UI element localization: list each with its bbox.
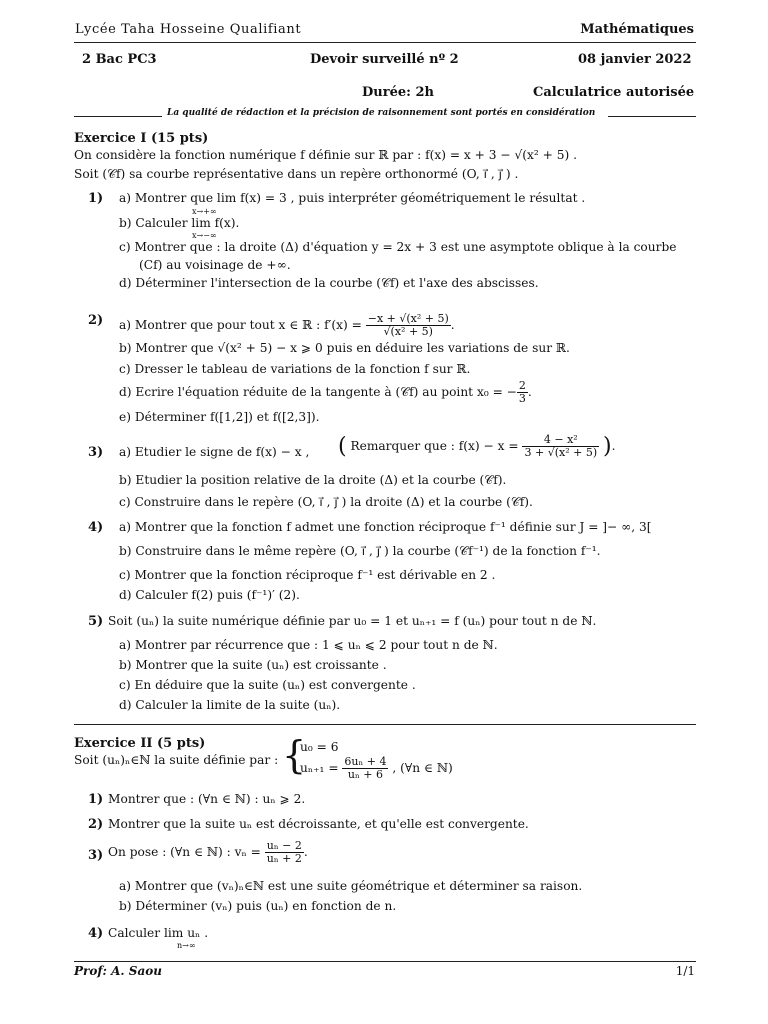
ex2-q3-numerator: uₙ − 2 [266, 839, 302, 852]
q3-b: b) Etudier la position relative de la droite (Δ) et la courbe (𝒞f). [119, 473, 507, 487]
q2-a-fraction [366, 313, 451, 338]
q1-a: a) Montrer que lim f(x) = 3 , puis interpréter géométriquement le résultat . [119, 191, 586, 205]
q1-b-limit-sub: x→−∞ [192, 231, 217, 240]
exercise-1-intro-2: Soit (𝒞f) sa courbe représentative dans un repère orthonormé (O, i⃗ , j⃗ ) . [74, 167, 519, 181]
footer-prof: Prof: A. Saou [74, 964, 162, 978]
exam-title: Devoir surveillé nº 2 [310, 52, 459, 67]
ex2-q4: Calculer lim uₙ . [108, 926, 209, 940]
q3-a-numerator: 4 − x² [522, 434, 599, 447]
q3-a-remark-text: Remarquer que : f(x) − x = [350, 439, 519, 454]
ex2-q4-number: 4) [88, 926, 104, 941]
ex2-q3-text: On pose : (∀n ∈ ℕ) : vₙ = [108, 845, 261, 860]
subject: Mathématiques [580, 22, 694, 37]
q3-number: 3) [88, 445, 104, 460]
ex2-q3-fraction [265, 840, 304, 865]
ex2-q3-number: 3) [88, 848, 104, 863]
q1-d: d) Déterminer l'intersection de la courbe (𝒞f) et l'axe des abscisses. [119, 276, 539, 290]
q5-d: d) Calculer la limite de la suite (uₙ). [119, 698, 341, 712]
open-paren: ( [338, 434, 347, 460]
q4-a: a) Montrer que la fonction f admet une fonction réciproque f⁻¹ définie sur J = ]− ∞, 3[ [119, 520, 652, 534]
q2-d-text: d) Ecrire l'équation réduite de la tangente à (𝒞f) au point x₀ = − [119, 385, 517, 400]
q2-a-text: a) Montrer que pour tout x ∈ ℝ : f′(x) = [119, 318, 362, 333]
q1-c-line-1: c) Montrer que : la droite (Δ) d'équation y = 2x + 3 est une asymptote oblique à la courbe [119, 240, 677, 254]
q1-c-line-2: (Cf) au voisinage de +∞. [139, 258, 291, 272]
exercise-2-intro: Soit (uₙ)ₙ∈ℕ la suite définie par : [74, 753, 279, 767]
system-line-2 [300, 756, 453, 781]
ex2-q1-number: 1) [88, 792, 104, 807]
ex2-q4-limit-sub: n→∞ [177, 941, 196, 950]
exercise-2-title: Exercice II (5 pts) [74, 736, 206, 751]
exercise-1-title: Exercice I (15 pts) [74, 131, 209, 146]
class-label: 2 Bac PC3 [82, 52, 157, 67]
q4-number: 4) [88, 520, 104, 535]
note-rule-right [608, 116, 696, 117]
system-line-2-lhs: uₙ₊₁ = [300, 761, 339, 776]
q3-a-fraction [522, 434, 599, 459]
q2-d-fraction [517, 380, 528, 405]
system-fraction [342, 756, 388, 781]
ex2-q3-denominator: uₙ + 2 [266, 852, 302, 866]
q1-number: 1) [88, 191, 104, 206]
q2-a-denominator: √(x² + 5) [383, 325, 433, 339]
q4-d: d) Calculer f(2) puis (f⁻¹)′ (2). [119, 588, 300, 602]
q3-a: a) Etudier le signe de f(x) − x , [119, 445, 310, 459]
q3-a-denominator: 3 + √(x² + 5) [524, 446, 598, 460]
note-rule-left [74, 116, 162, 117]
q1-b: b) Calculer lim f(x). [119, 216, 240, 230]
ex2-q3-b: b) Déterminer (vₙ) puis (uₙ) en fonction de n. [119, 899, 397, 913]
q5-b: b) Montrer que la suite (uₙ) est croissante . [119, 658, 387, 672]
q5-number: 5) [88, 614, 104, 629]
q5-intro: Soit (uₙ) la suite numérique définie par u₀ = 1 et uₙ₊₁ = f (uₙ) pour tout n de ℕ. [108, 614, 597, 628]
q2-c: c) Dresser le tableau de variations de la fonction f sur ℝ. [119, 362, 471, 376]
q2-a: a) Montrer que pour tout x ∈ ℝ : f′(x) = $\frac{\text{−x + √(x² + 5)}}{\text{√(x² + 5)}}$ . [119, 312, 455, 339]
footer-rule [74, 961, 696, 962]
ex2-q3-a: a) Montrer que (vₙ)ₙ∈ℕ est une suite géométrique et déterminer sa raison. [119, 879, 583, 893]
q2-b: b) Montrer que √(x² + 5) − x ⩾ 0 puis en déduire les variations de sur ℝ. [119, 341, 570, 355]
ex2-q3: On pose : (∀n ∈ ℕ) : vₙ = $\frac{\text{uₙ − 2}}{\text{uₙ + 2}}$ . [108, 839, 308, 866]
close-paren: ) [602, 434, 612, 460]
footer-page: 1/1 [675, 964, 695, 978]
q4-c: c) Montrer que la fonction réciproque f⁻¹ est dérivable en 2 . [119, 568, 496, 582]
quality-note: La qualité de rédaction et la précision de raisonnement sont portés en considération [167, 108, 596, 118]
ex2-q1: Montrer que : (∀n ∈ ℕ) : uₙ ⩾ 2. [108, 792, 306, 806]
q5-a: a) Montrer par récurrence que : 1 ⩽ uₙ ⩽ 2 pour tout n de ℕ. [119, 638, 498, 652]
q2-d-denominator: 3 [518, 392, 526, 406]
q2-e: e) Déterminer f([1,2]) et f([2,3]). [119, 410, 320, 424]
exam-date: 08 janvier 2022 [578, 52, 692, 67]
system-line-2-rhs: , (∀n ∈ ℕ) [392, 761, 453, 776]
header-rule [74, 42, 696, 43]
exercise-1-intro-1: On considère la fonction numérique f définie sur ℝ par : f(x) = x + 3 − √(x² + 5) . [74, 148, 577, 162]
q3-a-remark: ( Remarquer que : f(x) − x = $\frac{\text{4 − x²}}{\text{3 + √(x² + 5)}}$ ). [338, 433, 616, 460]
calculator-note: Calculatrice autorisée [533, 85, 695, 100]
system-brace: { [282, 733, 307, 777]
ex2-q2-number: 2) [88, 817, 104, 832]
q2-a-numerator: −x + √(x² + 5) [367, 312, 449, 325]
system-line-1: u₀ = 6 [300, 740, 339, 754]
exercise-divider [74, 724, 696, 725]
q2-number: 2) [88, 313, 104, 328]
q5-c: c) En déduire que la suite (uₙ) est convergente . [119, 678, 416, 692]
ex2-q2: Montrer que la suite uₙ est décroissante, et qu'elle est convergente. [108, 817, 529, 831]
q4-b: b) Construire dans le même repère (O, i⃗ , j⃗ ) la courbe (𝒞f⁻¹) de la fonction f⁻¹. [119, 544, 601, 558]
system-numerator: 6uₙ + 4 [344, 755, 387, 768]
school-name: Lycée Taha Hosseine Qualifiant [75, 22, 302, 37]
system-denominator: uₙ + 6 [347, 768, 383, 782]
q3-c: c) Construire dans le repère (O, i⃗ , j⃗ ) la droite (Δ) et la courbe (𝒞f). [119, 495, 533, 509]
duration: Durée: 2h [362, 85, 434, 100]
q1-a-limit-sub: x→+∞ [192, 207, 217, 216]
q2-d-numerator: 2 [518, 379, 526, 392]
q2-d: d) Ecrire l'équation réduite de la tangente à (𝒞f) au point x₀ = − $\frac{2}{3}$ . [119, 379, 532, 406]
